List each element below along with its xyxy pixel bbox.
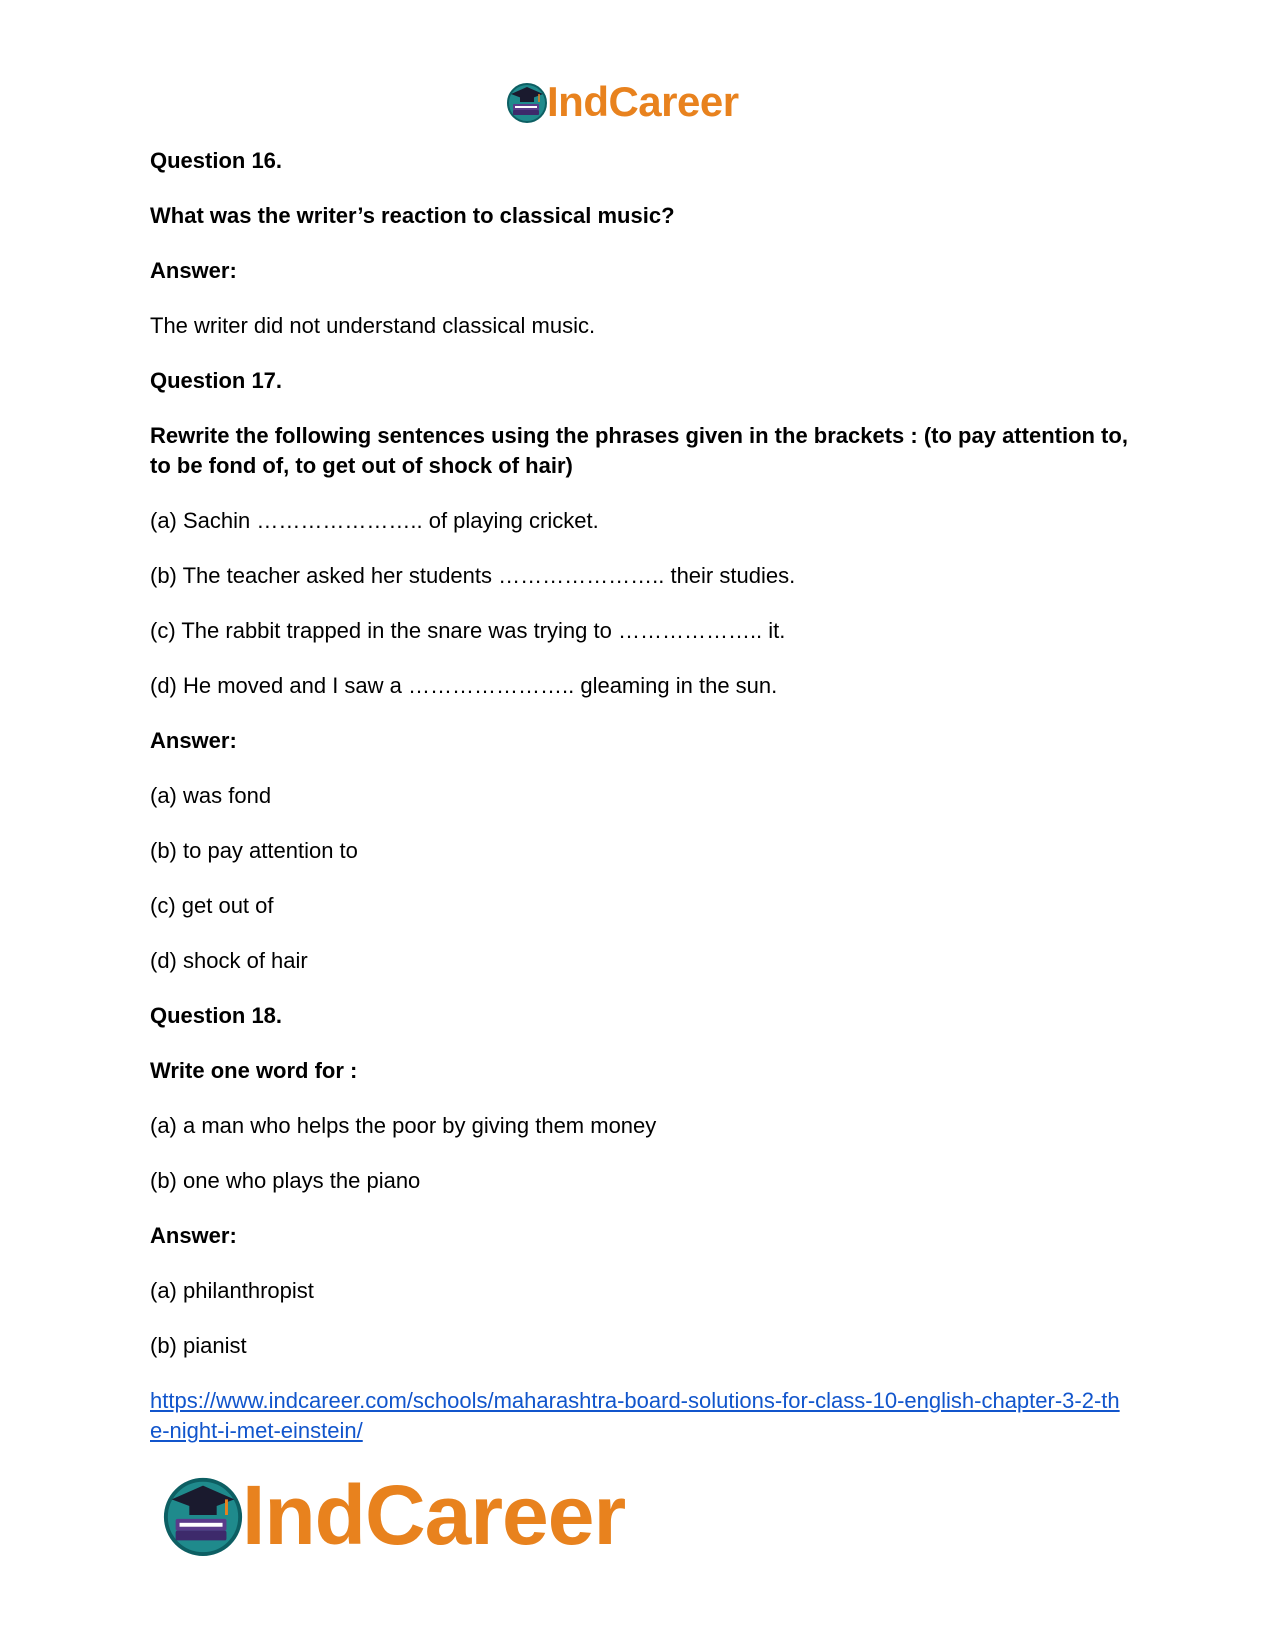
question-17-text: Rewrite the following sentences using the phrases given in the brackets : (to pay attention to, to be fond of, to get out of shock of hair)	[150, 423, 1128, 478]
question-17-item: (c) The rabbit trapped in the snare was trying to ……………….. it.	[150, 618, 786, 643]
question-16-label: Question 16.	[150, 148, 283, 173]
answer-17-label: Answer:	[150, 728, 237, 753]
graduation-book-icon	[160, 1472, 246, 1558]
question-17-item: (d) He moved and I saw a ………………….. gleaming in the sun.	[150, 673, 778, 698]
question-18-item: (a) a man who helps the poor by giving them money	[150, 1113, 657, 1138]
answer-18-item: (b) pianist	[150, 1333, 247, 1358]
question-17-item: (a) Sachin ………………….. of playing cricket.	[150, 508, 599, 533]
answer-17-item: (b) to pay attention to	[150, 838, 358, 863]
answer-17-item: (d) shock of hair	[150, 948, 308, 973]
brand-wordmark: IndCareer	[547, 78, 739, 125]
graduation-book-icon	[505, 80, 549, 124]
question-17-item: (b) The teacher asked her students ………………….. their studies.	[150, 563, 796, 588]
header-logo	[505, 80, 739, 124]
question-18-text: Write one word for :	[150, 1058, 358, 1083]
answer-17-item: (c) get out of	[150, 893, 274, 918]
footer-logo	[160, 1468, 626, 1562]
answer-16-label: Answer:	[150, 258, 237, 283]
answer-18-label: Answer:	[150, 1223, 237, 1248]
source-link[interactable]: https://www.indcareer.com/schools/maharashtra-board-solutions-for-class-10-english-chapter-3-2-the-night-i-met-einstein/	[150, 1388, 1120, 1443]
brand-wordmark: IndCareer	[242, 1468, 626, 1562]
document-body	[150, 146, 1130, 1446]
question-17-label: Question 17.	[150, 368, 283, 393]
question-16-text: What was the writer’s reaction to classical music?	[150, 203, 675, 228]
question-18-item: (b) one who plays the piano	[150, 1168, 421, 1193]
question-18-label: Question 18.	[150, 1003, 283, 1028]
answer-16-text: The writer did not understand classical music.	[150, 313, 596, 338]
answer-18-item: (a) philanthropist	[150, 1278, 314, 1303]
answer-17-item: (a) was fond	[150, 783, 272, 808]
